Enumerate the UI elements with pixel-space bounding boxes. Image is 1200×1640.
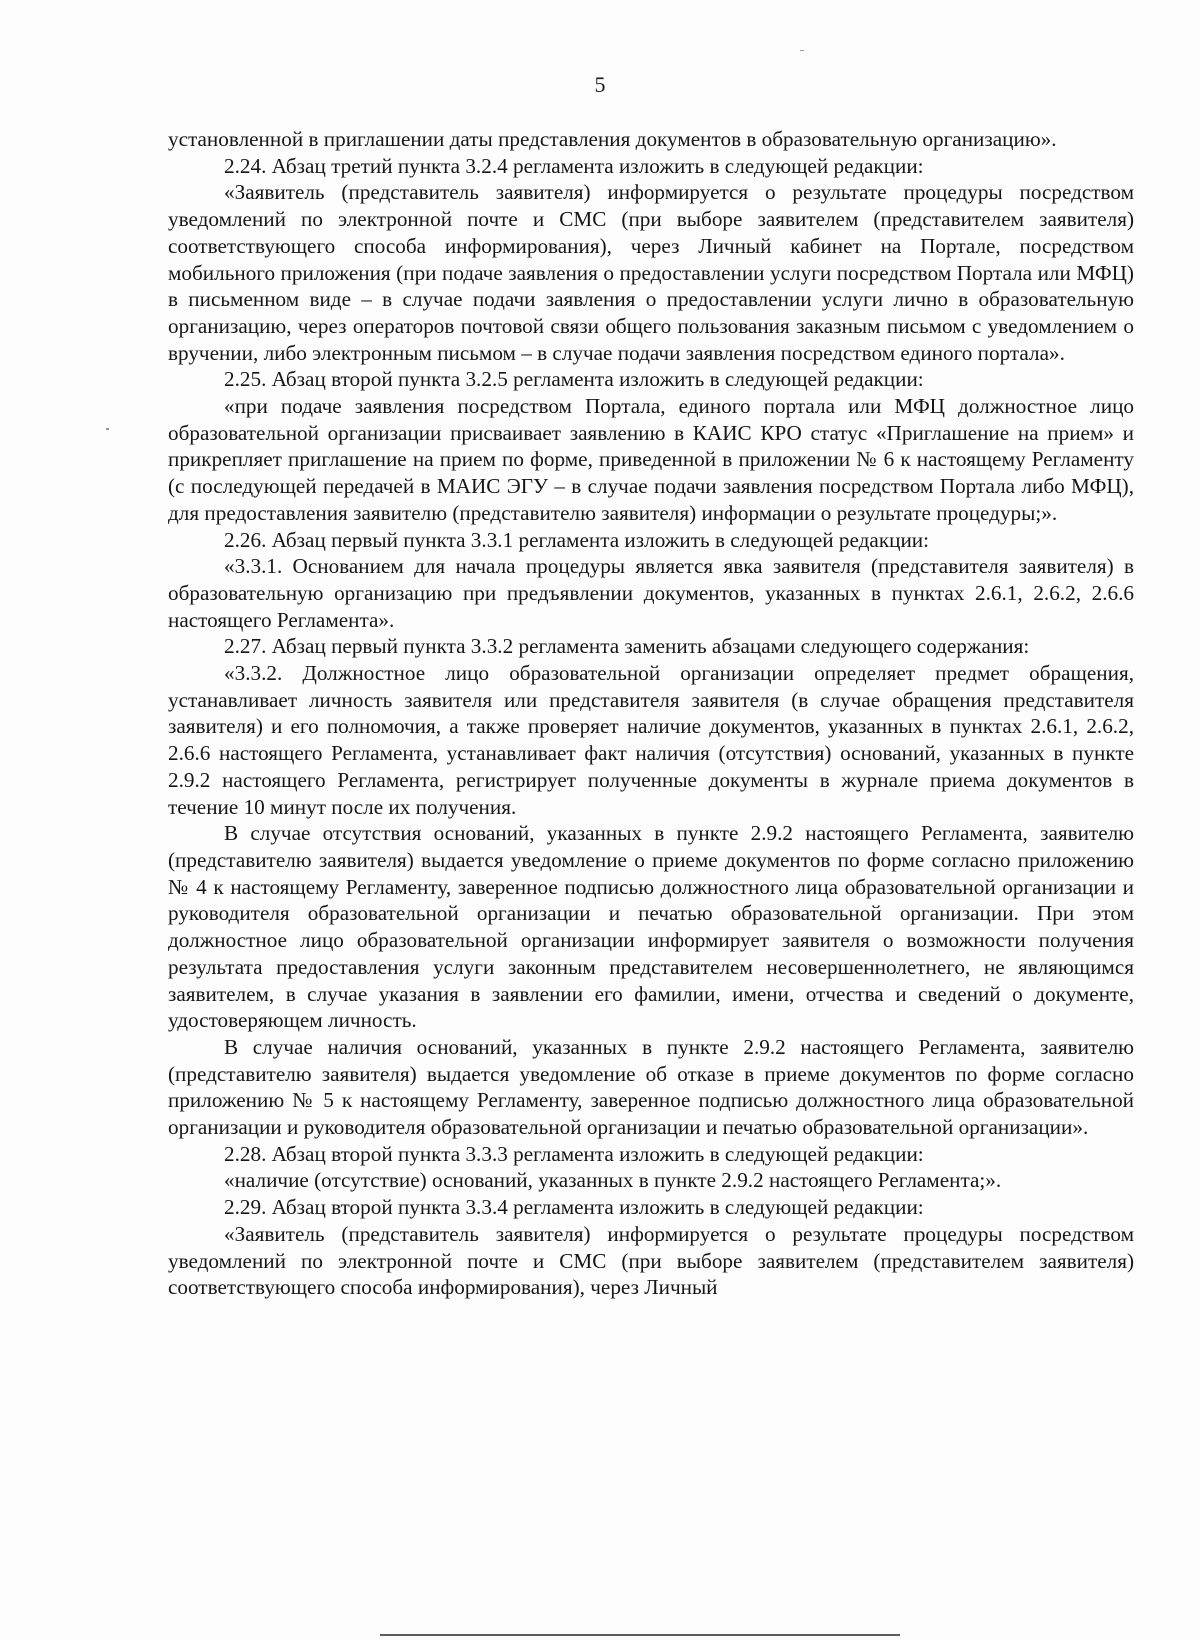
paragraph-2-27: 2.27. Абзац первый пункта 3.3.2 регламента заменить абзацами следующего содержания: bbox=[224, 634, 1030, 659]
paragraph-quote-3-2-5: «при подаче заявления посредством Портала, единого портала или МФЦ должностное лицо образовательной организации присваивает заявлению в КАИС КРО статус «Приглашение на прием» и прикрепляет приглашение на прием по форме, приведенной в приложении № 6 к настоящему Регламенту (с последующей передачей в МАИС ЭГУ – в случае подачи заявления посредством Портала либо МФЦ), для предоставления заявителю (представителю заявителя) информации о результате процедуры;». bbox=[168, 394, 1134, 525]
page-number: 5 bbox=[594, 72, 606, 97]
paragraph-2-29: 2.29. Абзац второй пункта 3.3.4 регламента изложить в следующей редакции: bbox=[224, 1195, 924, 1220]
paragraph-no-grounds: В случае отсутствия оснований, указанных в пункте 2.9.2 настоящего Регламента, заявителю (представителю заявителя) выдается уведомление о приеме документов по форме согласно приложению № 4 к настоящему Регламенту, заверенное подписью должностного лица образовательной организации и руководителя образовательной организации и печатью образовательной организации. При этом должностное лицо образовательной организации информирует заявителя о возможности получения результата предоставления услуги законным представителем несовершеннолетнего, не являющимся заявителем, в случае указания в заявлении его фамилии, имени, отчества и сведений о документе, удостоверяющем личность. bbox=[168, 821, 1134, 1033]
paragraph-quote-3-3-2: «3.3.2. Должностное лицо образовательной организации определяет предмет обращения, устанавливает личность заявителя или представителя заявителя (в случае обращения представителя заявителя) и его полномочия, а также проверяет наличие документов, указанных в пунктах 2.6.1, 2.6.2, 2.6.6 настоящего Регламента, устанавливает факт наличия (отсутствия) оснований, указанных в пункте 2.9.2 настоящего Регламента, регистрирует полученные документы в журнале приема документов в течение 10 минут после их получения. bbox=[168, 661, 1134, 819]
paragraph-2-25: 2.25. Абзац второй пункта 3.2.5 регламента изложить в следующей редакции: bbox=[224, 367, 924, 392]
paragraph-quote-3-3-1: «3.3.1. Основанием для начала процедуры является явка заявителя (представителя заявителя) в образовательную организацию при предъявлении документов, указанных в пунктах 2.6.1, 2.6.2, 2.6.6 настоящего Регламента». bbox=[168, 554, 1134, 632]
scan-speck bbox=[800, 50, 804, 51]
paragraph-grounds: В случае наличия оснований, указанных в пункте 2.9.2 настоящего Регламента, заявителю (представителю заявителя) выдается уведомление об отказе в приеме документов по форме согласно приложению № 5 к настоящему Регламенту, заверенное подписью должностного лица образовательной организации и руководителя образовательной организации и печатью образовательной организации». bbox=[168, 1034, 1134, 1140]
document-body bbox=[168, 126, 1134, 1301]
paragraph-quote-3-3-3: «наличие (отсутствие) оснований, указанных в пункте 2.9.2 настоящего Регламента;». bbox=[224, 1168, 1002, 1193]
scan-edge-line bbox=[380, 1634, 900, 1636]
paragraph-2-26: 2.26. Абзац первый пункта 3.3.1 регламента изложить в следующей редакции: bbox=[224, 527, 930, 552]
paragraph-continuation: установленной в приглашении даты представления документов в образовательную организацию». bbox=[168, 127, 1057, 151]
paragraph-quote-3-3-4: «Заявитель (представитель заявителя) информируется о результате процедуры посредством уведомлений по электронной почте и СМС (при выборе заявителем (представителем заявителя) соответствующего способа информирования), через Личный bbox=[168, 1221, 1134, 1300]
paragraph-2-28: 2.28. Абзац второй пункта 3.3.3 регламента изложить в следующей редакции: bbox=[224, 1141, 924, 1166]
paragraph-2-24: 2.24. Абзац третий пункта 3.2.4 регламента изложить в следующей редакции: bbox=[224, 153, 924, 178]
scan-speck bbox=[106, 428, 109, 430]
paragraph-quote-3-2-4: «Заявитель (представитель заявителя) информируется о результате процедуры посредством уведомлений по электронной почте и СМС (при выборе заявителем (представителем заявителя) соответствующего способа информирования), через Личный кабинет на Портале, посредством мобильного приложения (при подаче заявления о предоставлении услуги посредством Портала или МФЦ) в письменном виде – в случае подачи заявления о предоставлении услуги лично в образовательную организацию, через операторов почтовой связи общего пользования заказным письмом с уведомлением о вручении, либо электронным письмом – в случае подачи заявления посредством единого портала». bbox=[168, 180, 1134, 365]
